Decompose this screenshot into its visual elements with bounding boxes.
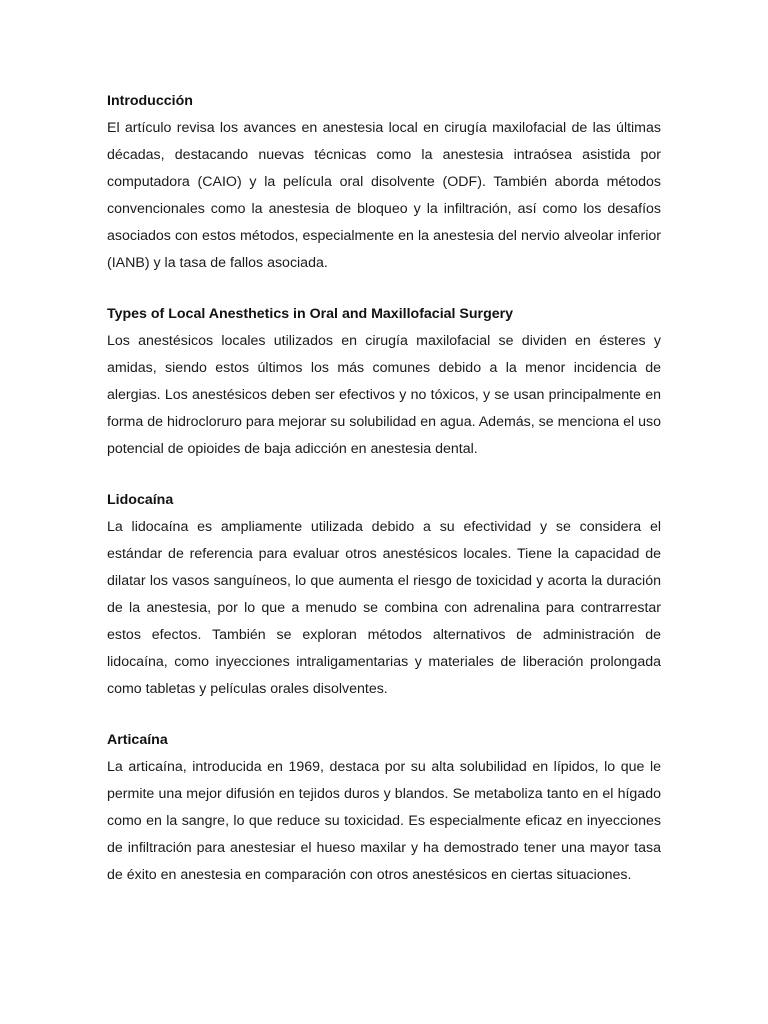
section-lidocaina [107, 487, 661, 703]
section-heading: Articaína [107, 732, 168, 748]
section-heading: Lidocaína [107, 492, 174, 508]
section-heading: Types of Local Anesthetics in Oral and Maxillofacial Surgery [107, 306, 514, 322]
section-types-of-local-anesthetics [107, 301, 661, 463]
section-heading: Introducción [107, 93, 193, 109]
section-introduccion [107, 88, 661, 277]
document-content [107, 88, 661, 913]
section-body: El artículo revisa los avances en anestesia local en cirugía maxilofacial de las últimas décadas, destacando nuevas técnicas como la anestesia intraósea asistida por computadora (CAIO) y la película oral disolvente (ODF). También aborda métodos convencionales como la anestesia de bloqueo y la infiltración, así como los desafíos asociados con estos métodos, especialmente en la anestesia del nervio alveolar inferior (IANB) y la tasa de fallos asociada. [107, 120, 661, 271]
section-articaina [107, 727, 661, 889]
section-body: La lidocaína es ampliamente utilizada debido a su efectividad y se considera el estándar de referencia para evaluar otros anestésicos locales. Tiene la capacidad de dilatar los vasos sanguíneos, lo que aumenta el riesgo de toxicidad y acorta la duración de la anestesia, por lo que a menudo se combina con adrenalina para contrarrestar estos efectos. También se exploran métodos alternativos de administración de lidocaína, como inyecciones intraligamentarias y materiales de liberación prolongada como tabletas y películas orales disolventes. [107, 519, 661, 697]
section-body: Los anestésicos locales utilizados en cirugía maxilofacial se dividen en ésteres y amidas, siendo estos últimos los más comunes debido a la menor incidencia de alergias. Los anestésicos deben ser efectivos y no tóxicos, y se usan principalmente en forma de hidrocloruro para mejorar su solubilidad en agua. Además, se menciona el uso potencial de opioides de baja adicción en anestesia dental. [107, 333, 661, 457]
section-body: La articaína, introducida en 1969, destaca por su alta solubilidad en lípidos, lo que le permite una mejor difusión en tejidos duros y blandos. Se metaboliza tanto en el hígado como en la sangre, lo que reduce su toxicidad. Es especialmente eficaz en inyecciones de infiltración para anestesiar el hueso maxilar y ha demostrado tener una mayor tasa de éxito en anestesia en comparación con otros anestésicos en ciertas situaciones. [107, 759, 661, 883]
